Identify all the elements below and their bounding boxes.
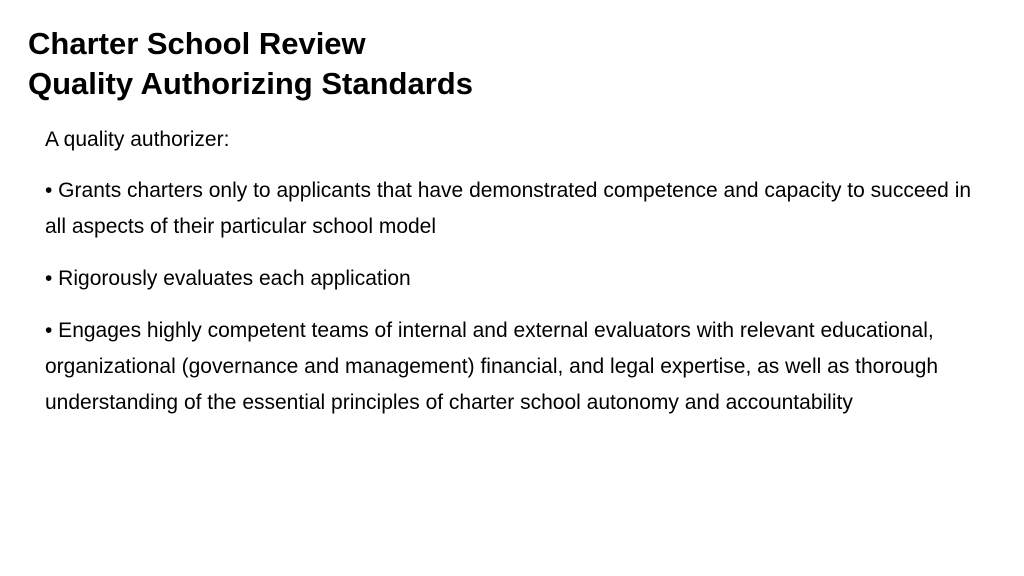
bullet-item-evaluates-application: • Rigorously evaluates each application	[45, 267, 411, 290]
title-line-1: Charter School Review	[28, 26, 366, 61]
bullet-item-grants-charters: • Grants charters only to applicants that have demonstrated competence and capacity to succeed in all aspects of their particular school model	[45, 179, 972, 238]
slide-title	[28, 24, 473, 104]
bullet-item-engages-evaluators: • Engages highly competent teams of internal and external evaluators with relevant educational, organizational (governance and management) financial, and legal expertise, as well as thorough understanding of the essential principles of charter school autonomy and accountability	[45, 319, 939, 414]
slide-body	[45, 122, 985, 437]
intro-text: A quality authorizer:	[45, 128, 230, 151]
title-line-2: Quality Authorizing Standards	[28, 66, 473, 101]
